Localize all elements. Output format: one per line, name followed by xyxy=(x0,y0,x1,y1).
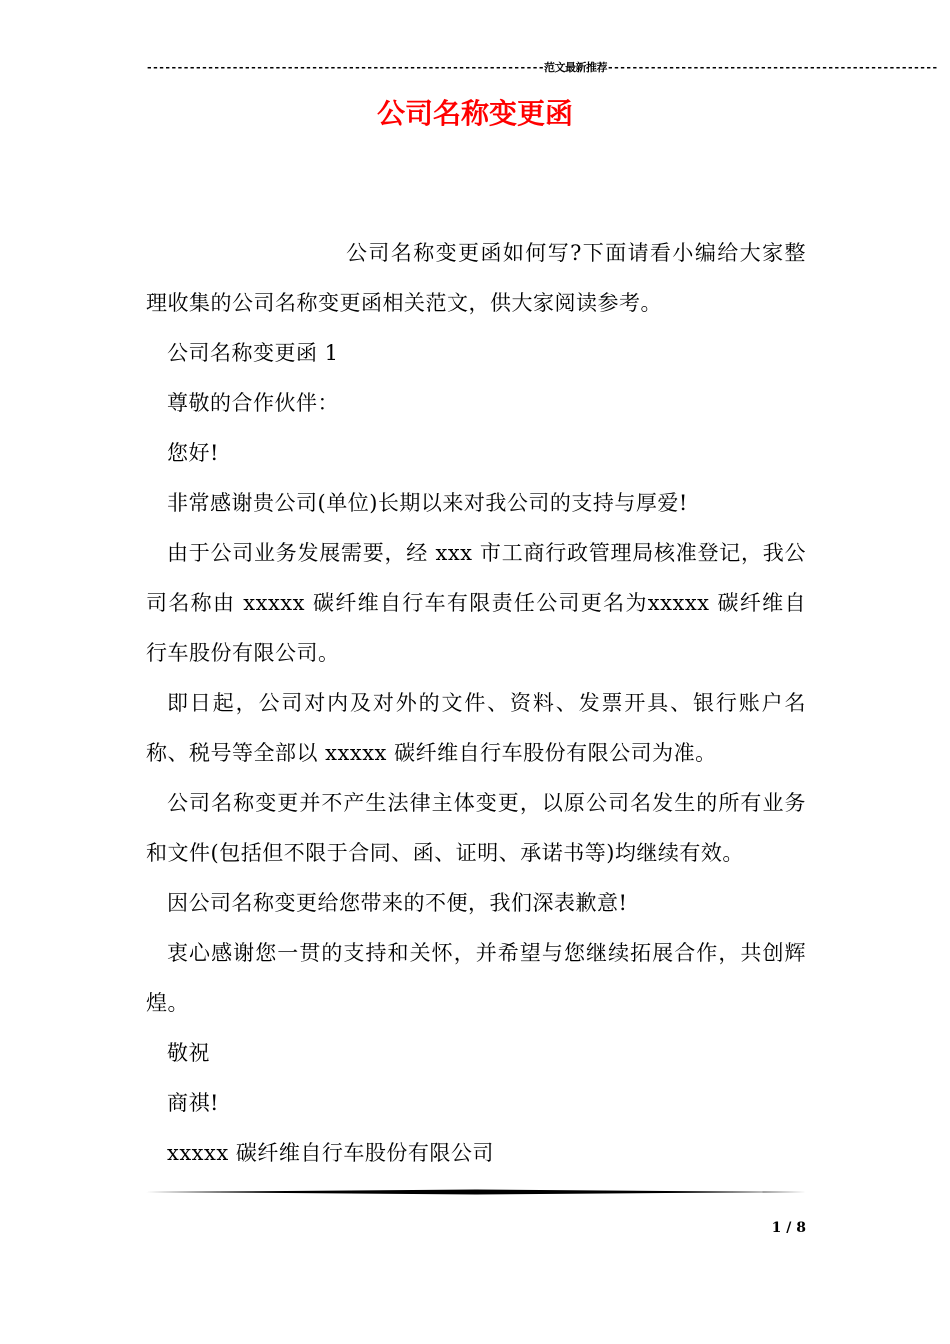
regards-line: 敬祝 xyxy=(167,1041,210,1065)
name-change-paragraph: 由于公司业务发展需要，经 xxx 市工商行政管理局核准登记，我公司名称由 xxxxx 碳纤维自行车有限责任公司更名为xxxxx 碳纤维自行车股份有限公司。 xyxy=(146,541,806,665)
apology-paragraph: 因公司名称变更给您带来的不便，我们深表歉意! xyxy=(167,891,628,915)
thanks-paragraph: 非常感谢贵公司(单位)长期以来对我公司的支持与厚爱! xyxy=(167,491,688,515)
header-banner: -----------------------------------------------------------------范文最新推荐------------------------------------------------------ xyxy=(146,61,938,74)
document-title: 公司名称变更函 xyxy=(376,97,573,130)
effective-date-paragraph: 即日起，公司对内及对外的文件、资料、发票开具、银行账户名称、税号等全部以 xxxxx 碳纤维自行车股份有限公司为准。 xyxy=(146,691,806,765)
section-heading: 公司名称变更函 1 xyxy=(167,341,339,365)
signature-company: xxxxx 碳纤维自行车股份有限公司 xyxy=(167,1141,494,1165)
salutation: 尊敬的合作伙伴： xyxy=(167,391,339,415)
legal-continuity-paragraph: 公司名称变更并不产生法律主体变更，以原公司名发生的所有业务和文件(包括但不限于合同、函、证明、承诺书等)均继续有效。 xyxy=(146,791,806,865)
footer-rule xyxy=(146,1187,806,1197)
greeting: 您好! xyxy=(167,441,219,465)
page-number: 1 / 8 xyxy=(771,1220,806,1236)
regards-wish: 商祺! xyxy=(167,1091,219,1115)
closing-paragraph: 衷心感谢您一贯的支持和关怀，并希望与您继续拓展合作，共创辉煌。 xyxy=(146,941,806,1015)
intro-paragraph: 公司名称变更函如何写?下面请看小编给大家整理收集的公司名称变更函相关范文，供大家阅读参考。 xyxy=(146,241,806,315)
document-body xyxy=(146,228,806,1178)
